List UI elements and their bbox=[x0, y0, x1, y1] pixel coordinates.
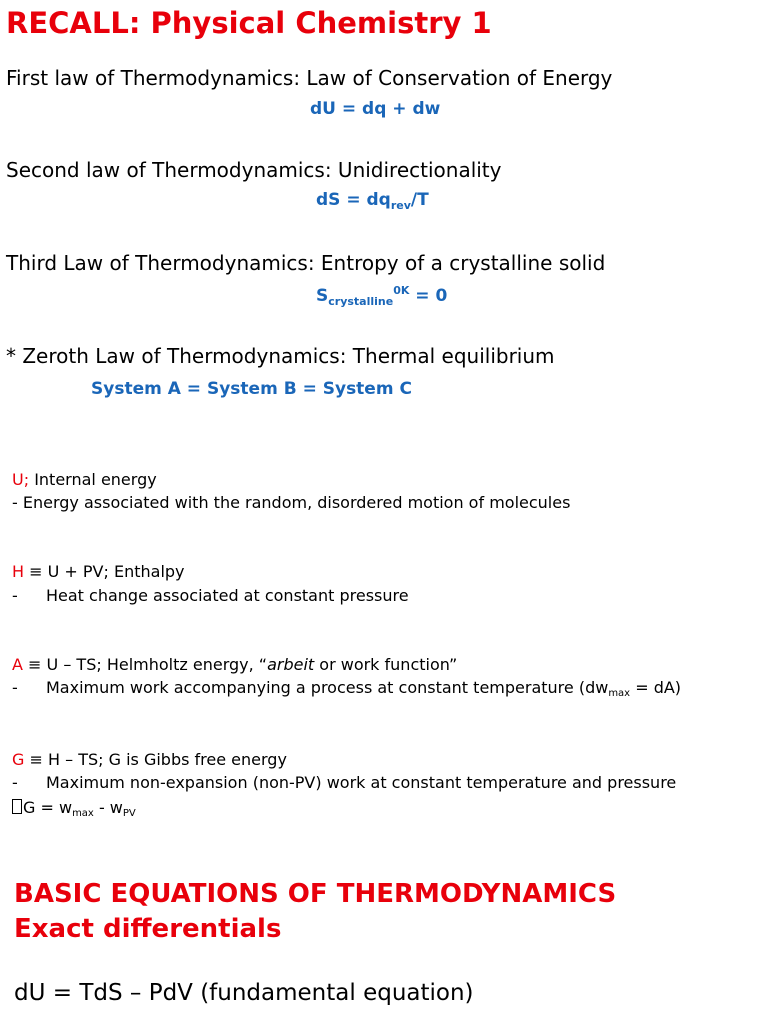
internal-energy-definition bbox=[12, 470, 157, 489]
enthalpy-dash: - bbox=[12, 586, 18, 605]
gibbs-equation-part2: - w bbox=[93, 798, 123, 817]
third-law-eq-superscript: 0K bbox=[393, 284, 410, 297]
enthalpy-label: ≡ U + PV; Enthalpy bbox=[24, 562, 185, 581]
helmholtz-description-main: Maximum work accompanying a process at constant temperature (dw bbox=[46, 678, 609, 697]
first-law-text: First law of Thermodynamics: Law of Conservation of Energy bbox=[6, 66, 613, 90]
fundamental-equation: dU = TdS – PdV (fundamental equation) bbox=[14, 980, 474, 1006]
third-law-equation bbox=[316, 284, 447, 308]
second-law-eq-tail: /T bbox=[410, 190, 429, 210]
second-law-equation bbox=[316, 190, 429, 212]
helmholtz-description bbox=[12, 678, 681, 700]
enthalpy-definition bbox=[12, 562, 185, 581]
zeroth-law-text: * Zeroth Law of Thermodynamics: Thermal equilibrium bbox=[6, 344, 555, 368]
basic-equations-heading: BASIC EQUATIONS OF THERMODYNAMICS bbox=[14, 879, 617, 909]
enthalpy-description bbox=[12, 586, 409, 605]
second-law-eq-main: dS = dq bbox=[316, 190, 391, 210]
helmholtz-italic-word: arbeit bbox=[267, 655, 315, 674]
third-law-text: Third Law of Thermodynamics: Entropy of a crystalline solid bbox=[6, 251, 606, 275]
gibbs-equation-sub1: max bbox=[72, 808, 94, 819]
helmholtz-description-tail: = dA) bbox=[630, 678, 682, 697]
gibbs-equation bbox=[12, 798, 136, 820]
internal-energy-description: - Energy associated with the random, disordered motion of molecules bbox=[12, 493, 571, 512]
exact-differentials-heading: Exact differentials bbox=[14, 914, 282, 944]
third-law-eq-subscript: crystalline bbox=[328, 295, 394, 308]
gibbs-description bbox=[12, 773, 676, 792]
internal-energy-symbol: U; bbox=[12, 470, 30, 489]
gibbs-description-text: Maximum non-expansion (non-PV) work at constant temperature and pressure bbox=[46, 773, 677, 792]
helmholtz-label-tail: or work function” bbox=[314, 655, 458, 674]
first-law-equation: dU = dq + dw bbox=[310, 99, 441, 119]
missing-glyph-icon bbox=[12, 799, 22, 814]
helmholtz-description-subscript: max bbox=[608, 688, 631, 699]
gibbs-equation-sub2: PV bbox=[122, 808, 136, 819]
third-law-eq-tail: = 0 bbox=[409, 286, 448, 306]
helmholtz-dash: - bbox=[12, 678, 18, 697]
helmholtz-definition bbox=[12, 655, 457, 674]
gibbs-dash: - bbox=[12, 773, 18, 792]
second-law-eq-subscript: rev bbox=[390, 199, 411, 212]
gibbs-equation-part1: G = w bbox=[23, 798, 73, 817]
gibbs-definition bbox=[12, 750, 287, 769]
gibbs-symbol: G bbox=[12, 750, 25, 769]
helmholtz-label: ≡ U – TS; Helmholtz energy, “ bbox=[22, 655, 268, 674]
zeroth-law-equation: System A = System B = System C bbox=[91, 379, 412, 399]
helmholtz-symbol: A bbox=[12, 655, 23, 674]
third-law-eq-main: S bbox=[316, 286, 329, 306]
page-title: RECALL: Physical Chemistry 1 bbox=[6, 6, 492, 40]
gibbs-label: ≡ H – TS; G is Gibbs free energy bbox=[24, 750, 287, 769]
enthalpy-symbol: H bbox=[12, 562, 25, 581]
enthalpy-description-text: Heat change associated at constant pressure bbox=[46, 586, 409, 605]
second-law-text: Second law of Thermodynamics: Unidirectionality bbox=[6, 158, 502, 182]
internal-energy-label: Internal energy bbox=[29, 470, 157, 489]
